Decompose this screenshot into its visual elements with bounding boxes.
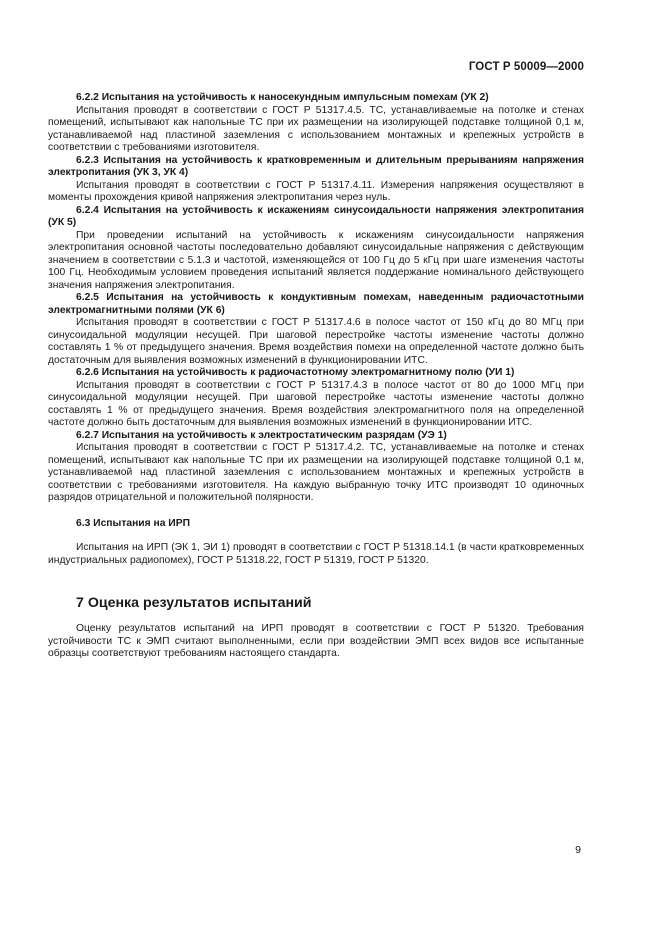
- page-content: [48, 92, 584, 661]
- section-text-6-3: Испытания на ИРП (ЭК 1, ЭИ 1) проводят в соответствии с ГОСТ Р 51318.14.1 (в части кратковременных индустриальных радиопомех), ГОСТ Р 51318.22, ГОСТ Р 51319, ГОСТ Р 51320.: [48, 542, 584, 566]
- section-text-6-2-4: При проведении испытаний на устойчивость к искажениям синусоидальности напряжения электропитания основной частоты последовательно добавляют синусоидальные напряжения с действующим значением в соответствии с 5.1.3 и частотой, изменяющейся от 100 Гц до 5 кГц при шаге изменения частоты 100 Гц. Необходимым условием проведения испытаний является поддержание номинального действующего значения напряжения электропитания.: [48, 229, 584, 291]
- section-heading-7: 7 Оценка результатов испытаний: [76, 595, 312, 611]
- page-number: 9: [575, 844, 581, 856]
- section-text-6-2-7: Испытания проводят в соответствии с ГОСТ Р 51317.4.2. ТС, устанавливаемые на потолке и стенах помещений, испытывают как напольные ТС при их размещении на изолирующей подставке толщиной 0,1 м, устанавливаемой над пластиной заземления с использованием монтажных и крепежных устройств в соответствии с требованиями изготовителя. На каждую выбранную точку ИТС производят 10 одиночных разрядов отрицательной и положительной полярности.: [48, 442, 584, 503]
- section-text-6-2-6: Испытания проводят в соответствии с ГОСТ Р 51317.4.3 в полосе частот от 80 до 1000 МГц при синусоидальной модуляции несущей. При шаговой перестройке частоты изменение частоты должно составлять 1 % от предыдущего значения. Время воздействия электромагнитного поля на определенной частоте должно быть достаточным для выявления возможных изменений в функционировании ИТС.: [48, 379, 584, 428]
- section-text-6-2-5: Испытания проводят в соответствии с ГОСТ Р 51317.4.6 в полосе частот от 150 кГц до 80 МГц при синусоидальной модуляции несущей. При шаговой перестройке частоты изменение частоты должно составлять 1 % от предыдущего значения. Время воздействия помехи на определенной частоте должно быть достаточным для выявления возможных изменений в функционировании ИТС.: [48, 317, 584, 366]
- section-text-7: Оценку результатов испытаний на ИРП проводят в соответствии с ГОСТ Р 51320. Требования устойчивости ТС к ЭМП считают выполненными, если при воздействии ЭМП всех видов все испытанные образцы соответствуют требованиям настоящего стандарта.: [48, 623, 584, 659]
- section-heading-6-2-4: 6.2.4 Испытания на устойчивость к искажениям синусоидальности напряжения электропитания (УК 5): [48, 204, 584, 228]
- section-text-6-2-3: Испытания проводят в соответствии с ГОСТ Р 51317.4.11. Измерения напряжения осуществляют в моменты прохождения кривой напряжения электропитания через нуль.: [48, 179, 584, 203]
- document-code: ГОСТ Р 50009—2000: [468, 61, 584, 73]
- section-text-6-2-2: Испытания проводят в соответствии с ГОСТ Р 51317.4.5. ТС, устанавливаемые на потолке и стенах помещений, испытывают как напольные ТС при их размещении на изолирующей подставке толщиной 0,1 м, устанавливаемой над пластиной заземления с использованием монтажных и крепежных устройств в соответствии с требованиями изготовителя.: [48, 104, 584, 153]
- section-heading-6-2-5: 6.2.5 Испытания на устойчивость к кондуктивным помехам, наведенным радиочастотными электромагнитными полями (УК 6): [48, 292, 584, 316]
- section-heading-6-3: 6.3 Испытания на ИРП: [76, 517, 190, 529]
- section-heading-6-2-2: 6.2.2 Испытания на устойчивость к наносекундным импульсным помехам (УК 2): [76, 92, 489, 103]
- section-heading-6-2-3: 6.2.3 Испытания на устойчивость к кратковременным и длительным прерываниям напряжения электропитания (УК 3, УК 4): [48, 154, 584, 178]
- section-heading-6-2-6: 6.2.6 Испытания на устойчивость к радиочастотному электромагнитному полю (УИ 1): [76, 367, 515, 378]
- section-heading-6-2-7: 6.2.7 Испытания на устойчивость к электростатическим разрядам (УЭ 1): [76, 429, 447, 441]
